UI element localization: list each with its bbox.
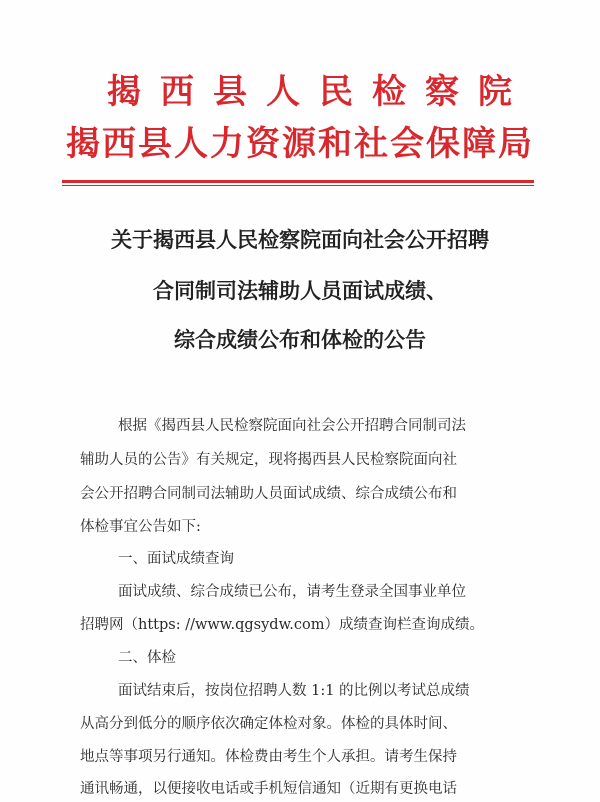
body-paragraph-line: 辅助人员的公告》有关规定，现将揭西县人民检察院面向社 <box>80 452 457 468</box>
issuing-org-hr-bureau: 揭西县人力资源和社会保障局 <box>66 124 534 164</box>
section-heading-medical-exam: 二、体检 <box>118 650 176 666</box>
body-paragraph-line: 面试成绩、综合成绩已公布，请考生登录全国事业单位 <box>118 584 466 600</box>
section-heading-interview-scores: 一、面试成绩查询 <box>118 551 234 567</box>
notice-title-line-2: 合同制司法辅助人员面试成绩、 <box>153 278 447 303</box>
body-paragraph-line: 体检事宜公告如下: <box>80 519 201 535</box>
body-paragraph-line: 根据《揭西县人民检察院面向社会公开招聘合同制司法 <box>118 418 466 434</box>
notice-title-line-3: 综合成绩公布和体检的公告 <box>174 327 426 352</box>
body-paragraph-line: 通讯畅通，以便接收电话或手机短信通知（近期有更换电话 <box>80 781 457 797</box>
body-paragraph-line: 从高分到低分的顺序依次确定体检对象。体检的具体时间、 <box>80 716 457 732</box>
body-paragraph-line: 地点等事项另行通知。体检费由考生个人承担。请考生保持 <box>80 749 457 765</box>
issuing-org-procuratorate: 揭西县人民检察院 <box>107 72 531 112</box>
body-paragraph-line: 面试结束后，按岗位招聘人数 1:1 的比例以考试总成绩 <box>118 683 470 699</box>
red-header-rule-thin <box>62 185 534 186</box>
notice-title-line-1: 关于揭西县人民检察院面向社会公开招聘 <box>111 227 489 252</box>
red-header-rule-thick <box>62 180 534 183</box>
body-paragraph-line: 招聘网（https: //www.qgsydw.com）成绩查询栏查询成绩。 <box>80 617 484 633</box>
body-paragraph-line: 会公开招聘合同制司法辅助人员面试成绩、综合成绩公布和 <box>80 486 457 502</box>
